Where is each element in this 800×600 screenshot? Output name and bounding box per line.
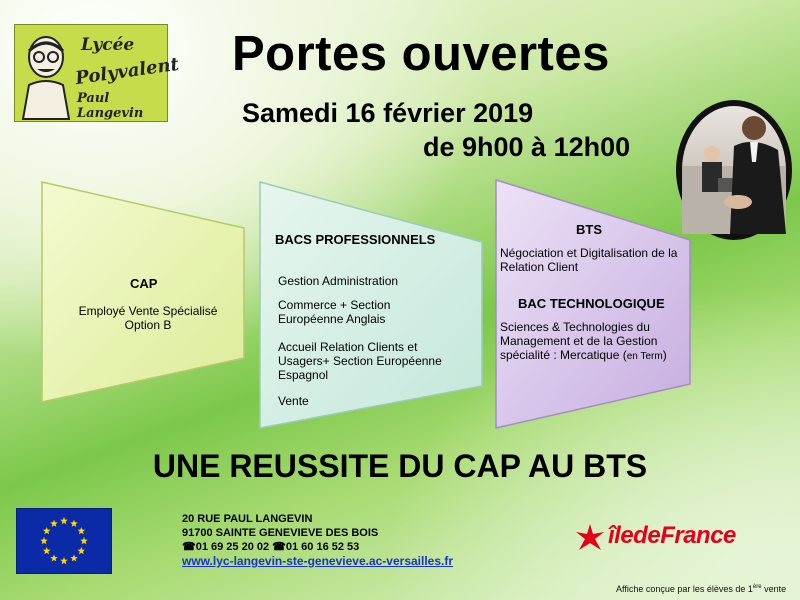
cap-text-2: Option B (124, 318, 172, 332)
portrait-icon (19, 33, 73, 119)
bac-techno-heading: BAC TECHNOLOGIQUE (518, 296, 665, 311)
bac-pro-item-1: Gestion Administration (278, 274, 399, 288)
bac-techno-specialite: spécialité : Mercatique ( (500, 348, 627, 362)
star-burst-icon (574, 522, 606, 554)
bac-techno-small-note: en Term (626, 351, 663, 362)
credit-text: Affiche conçue par les élèves de 1 (616, 584, 753, 594)
credit-note (616, 584, 786, 594)
eu-star (60, 557, 68, 564)
eu-star (43, 527, 51, 534)
cap-text-1: Employé Vente Spécialisé (78, 304, 218, 318)
cap-heading: CAP (130, 276, 158, 291)
eu-star (70, 520, 78, 527)
event-time: de 9h00 à 12h00 (423, 132, 631, 162)
bac-techno-text-line-2: Management et de la Gestion (500, 334, 658, 348)
credit-end: vente (761, 584, 787, 594)
school-website-link[interactable]: www.lyc-langevin-ste-genevieve.ac-versailles.fr (182, 554, 454, 568)
eu-star (78, 547, 86, 554)
bts-text-line-2: Relation Client (500, 260, 579, 274)
bac-pro-item-3-line-3: Espagnol (278, 368, 329, 382)
eu-star (60, 517, 68, 524)
bac-pro-item-3-line-2: Usagers+ Section Européenne (278, 354, 442, 368)
business-people-icon (682, 106, 786, 234)
fax-icon: ☎ (272, 541, 286, 553)
eu-star (50, 554, 58, 561)
bac-pro-item-2-line-2: Européenne Anglais (278, 312, 386, 326)
address-street: 20 RUE PAUL LANGEVIN (182, 513, 313, 525)
address-city: 91700 SAINTE GENEVIEVE DES BOIS (182, 527, 379, 539)
address-block (182, 512, 453, 569)
logo-line-2: Polyvalent (74, 53, 181, 90)
bac-techno-text-line-3 (500, 348, 667, 364)
address-phones (182, 540, 453, 554)
eu-stars-icon (17, 509, 111, 573)
school-logo (14, 24, 181, 122)
bac-pro-heading: BACS PROFESSIONNELS (275, 232, 436, 247)
bts-heading: BTS (576, 222, 602, 237)
ile-de-france-text: îledeFrance (608, 522, 736, 549)
eu-star (70, 554, 78, 561)
slogan: UNE REUSSITE DU CAP AU BTS (152, 448, 648, 484)
eu-star (43, 547, 51, 554)
page-title: Portes ouvertes (232, 27, 610, 81)
bac-pro-item-3-line-1: Accueil Relation Clients et (278, 340, 418, 354)
bac-techno-text-line-1: Sciences & Technologies du (500, 320, 650, 334)
phone-icon: ☎ (182, 541, 196, 553)
bac-pro-item-4: Vente (278, 394, 309, 408)
eu-star (50, 520, 58, 527)
eu-star (80, 537, 88, 544)
eu-star (40, 537, 48, 544)
bac-pro-item-2-line-1: Commerce + Section (278, 298, 391, 312)
logo-line-3: Paul Langevin (77, 91, 144, 121)
eu-star (78, 527, 86, 534)
bac-techno-paren: ) (662, 348, 667, 362)
bts-text-line-1: Négociation et Digitalisation de la (500, 246, 678, 260)
fax-number: 01 60 16 52 53 (285, 541, 360, 553)
credit-superscript: ère (752, 584, 762, 590)
eu-flag (16, 508, 112, 574)
ile-de-france-logo (574, 520, 790, 556)
logo-line-1: Lycée (81, 35, 135, 55)
phone-number: 01 69 25 20 02 (195, 541, 270, 553)
cap-panel (40, 180, 248, 406)
event-date: Samedi 16 février 2019 (242, 98, 534, 128)
